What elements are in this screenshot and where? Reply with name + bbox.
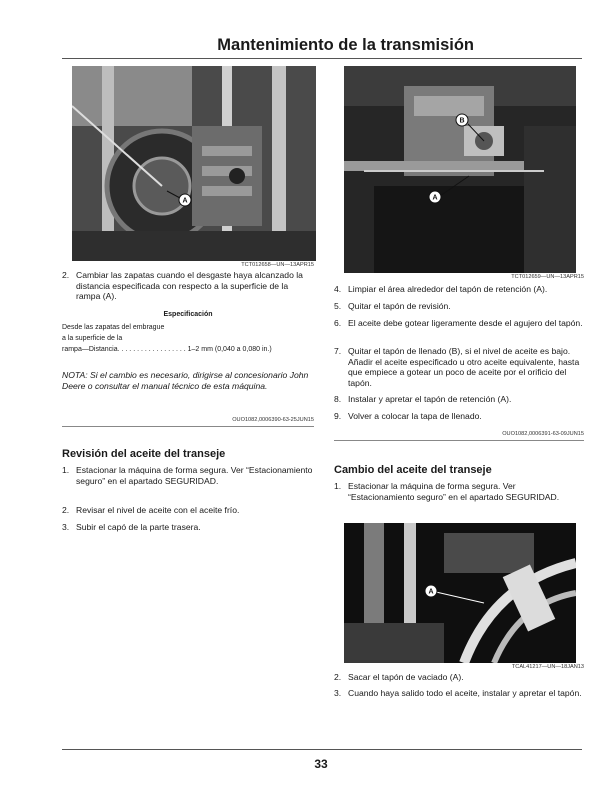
step-text: Subir el capó de la parte trasera. bbox=[76, 522, 201, 532]
step-list-check-1 bbox=[62, 465, 314, 486]
photo-caption: TCT012658—UN—13APR15 bbox=[241, 262, 314, 268]
step-text: Instalar y apretar el tapón de retención (A). bbox=[348, 394, 512, 404]
callout-a-label: A bbox=[428, 588, 434, 596]
step-list-check-3 bbox=[62, 522, 314, 533]
callout-a-label: A bbox=[182, 197, 188, 205]
step-2 bbox=[62, 270, 314, 302]
footer-rule bbox=[62, 749, 582, 750]
step-text: El aceite debe gotear ligeramente desde el agujero del tapón. bbox=[348, 318, 583, 328]
step-number: 2. bbox=[62, 270, 70, 280]
step-text: Estacionar la máquina de forma segura. Ver “Estacionamiento seguro” en el apartado SEGURIDAD. bbox=[348, 481, 560, 502]
spec-line-3: rampa—Distancia. . . . . . . . . . . . . . . . . . 1–2 mm (0,040 a 0,080 in.) bbox=[62, 346, 272, 353]
drain-plug-photo bbox=[344, 523, 576, 663]
step-text: Sacar el tapón de vaciado (A). bbox=[348, 672, 464, 682]
step-4 bbox=[334, 284, 584, 295]
step-number: 5. bbox=[334, 301, 342, 311]
ref-rule-2 bbox=[334, 440, 584, 441]
spec-line-1: Desde las zapatas del embrague bbox=[62, 324, 165, 331]
step-number: 4. bbox=[334, 284, 342, 294]
drain-plug-illustration bbox=[344, 523, 576, 663]
spec-line-2: a la superficie de la bbox=[62, 335, 123, 342]
step-6 bbox=[334, 318, 584, 329]
step-text: Volver a colocar la tapa de llenado. bbox=[348, 411, 482, 421]
callout-a-label: A bbox=[432, 194, 438, 202]
step-change-1 bbox=[334, 481, 584, 502]
section-heading-change: Cambio del aceite del transeje bbox=[334, 464, 492, 476]
transaxle-illustration bbox=[344, 66, 576, 273]
step-change-3 bbox=[334, 688, 584, 699]
step-text: Limpiar el área alrededor del tapón de retención (A). bbox=[348, 284, 548, 294]
step-number: 2. bbox=[334, 672, 342, 682]
step-number: 1. bbox=[334, 481, 342, 491]
step-list-check-2 bbox=[62, 505, 314, 516]
step-number: 3. bbox=[334, 688, 342, 698]
step-text: Cuando haya salido todo el aceite, instalar y apretar el tapón. bbox=[348, 688, 582, 698]
step-number: 6. bbox=[334, 318, 342, 328]
step-number: 9. bbox=[334, 411, 342, 421]
note: NOTA: Si el cambio es necesario, dirigirse al concesionario John Deere o consultar el manual técnico de esta máquina. bbox=[62, 370, 309, 391]
page-number: 33 bbox=[314, 757, 328, 771]
step-5 bbox=[334, 301, 584, 312]
photo-caption: TCAL41217—UN—18JAN13 bbox=[511, 664, 584, 670]
step-9 bbox=[334, 411, 584, 422]
step-number: 8. bbox=[334, 394, 342, 404]
step-number: 1. bbox=[62, 465, 70, 475]
step-text: Estacionar la máquina de forma segura. Ver “Estacionamiento seguro” en el apartado SEGURIDAD. bbox=[76, 465, 313, 486]
header-rule bbox=[62, 58, 582, 59]
section-heading-check: Revisión del aceite del transeje bbox=[62, 448, 226, 460]
transaxle-photo bbox=[344, 66, 576, 273]
page-title: Mantenimiento de la transmisión bbox=[217, 36, 474, 54]
photo-caption: TCT012659—UN—13APR15 bbox=[511, 274, 584, 280]
step-text: Quitar el tapón de revisión. bbox=[348, 301, 451, 311]
step-text: Quitar el tapón de llenado (B), si el nivel de aceite es bajo. Añadir el aceite especificado u otro aceite equivalente, hasta que empiece a gotear un poco de aceite por el orificio del tapón. bbox=[348, 346, 580, 388]
step-text: Revisar el nivel de aceite con el aceite frío. bbox=[76, 505, 240, 515]
callout-b-label: B bbox=[459, 117, 465, 125]
step-number: 2. bbox=[62, 505, 70, 515]
ref-rule-1 bbox=[62, 426, 314, 427]
step-8 bbox=[334, 394, 584, 405]
step-7 bbox=[334, 346, 584, 388]
step-text: Cambiar las zapatas cuando el desgaste haya alcanzado la distancia especificada con respecto a la superficie de la rampa (A). bbox=[76, 270, 303, 302]
spec-title: Especificación bbox=[163, 311, 213, 318]
step-number: 3. bbox=[62, 522, 70, 532]
step-number: 7. bbox=[334, 346, 342, 356]
clutch-illustration bbox=[72, 66, 316, 261]
ref-code-2: OUO1082,0006391-63-09JUN15 bbox=[502, 431, 584, 437]
clutch-photo bbox=[72, 66, 316, 261]
ref-code-1: OUO1082,0006390-63-25JUN15 bbox=[232, 417, 314, 423]
step-change-2 bbox=[334, 672, 584, 683]
